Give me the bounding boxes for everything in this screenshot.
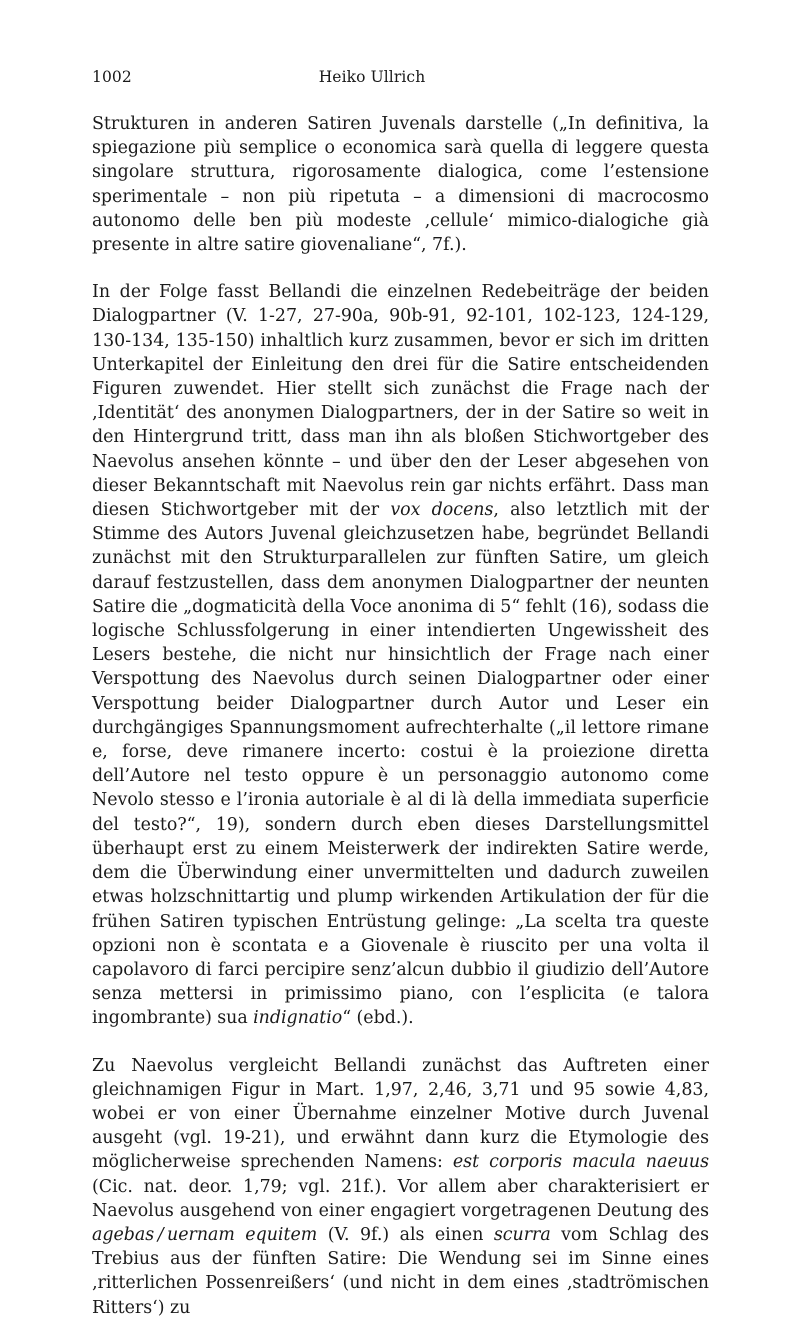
text-run: (V. 9f.) als einen [317, 1224, 494, 1245]
paragraph-1: Strukturen in anderen Satiren Juvenals darstelle („In definitiva, la spiegazione più semplice o economica sarà quella di leggere questa singolare struttura, rigorosamente dialogica, come l’estensione sperimentale – non più ripetuta – a dimensioni di macrocosmo autonomo delle ben più modeste ‚cellule‘ mimico-dialogiche già presente in altre satire giovenaliane“, 7f.). [92, 114, 709, 256]
text-run: “ (ebd.). [342, 1008, 414, 1029]
italic-phrase: est corporis macula naeuus [452, 1152, 709, 1173]
text-run: vom Schlag des Trebius aus der fünften Satire: Die Wendung sei im Sinne eines ‚ritterlichen Possenreißers‘ (und nicht in dem eines ‚stadtrömischen Ritters‘) zu [92, 1224, 710, 1318]
paragraph-2 [92, 280, 709, 1030]
text-run: , also letztlich mit der Stimme des Autors Juvenal gleichzusetzen habe, begründet Bellandi zunächst mit den Strukturparallelen zur fünften Satire, um gleich darauf festzustellen, dass dem anonymen Dialogpartner der neunten Satire die „dogmaticità della Voce anonima di 5“ fehlt (16), sodass die logische Schlussfolgerung in einer intendierten Ungewissheit des Lesers bestehe, die nicht nur hinsichtlich der Frage nach einer Verspottung des Naevolus durch seinen Dialogpartner oder einer Verspottung beider Dialogpartner durch Autor und Leser ein durchgängiges Spannungsmoment aufrechterhalte („il lettore rimane e, forse, deve rimanere incerto: costui è la proiezione diretta dell’Autore nel testo oppure è un personaggio autonomo come Nevolo stesso e l’ironia autoriale è al di là della immediata superficie del testo?“, 19), sondern durch eben dieses Darstellungsmittel überhaupt erst zu einem Meisterwerk der indirekten Satire werde, dem die Überwindung einer unvermittelten und dadurch zuweilen etwas holzschnittartig und plump wirkenden Artikulation der für die frühen Satiren typischen Entrüstung gelinge: „La scelta tra queste opzioni non è scontata e a Giovenale è riuscito per una volta il capolavoro di farci percipire senz’alcun dubbio il giudizio dell’Autore senza mettersi in primissimo piano, con l’esplicita (e talora ingombrante) sua [92, 500, 709, 1029]
italic-phrase: agebas / uernam equitem [92, 1224, 318, 1245]
paragraph-3 [92, 1054, 709, 1320]
page-header [92, 66, 708, 88]
italic-phrase: scurra [493, 1224, 551, 1245]
italic-phrase: indignatio [253, 1008, 343, 1029]
text-run: Zu Naevolus vergleicht Bellandi zunächst das Auftreten einer gleichnamigen Figur in Mart. 1,97, 2,46, 3,71 und 95 sowie 4,83, wobei er von einer Übernahme einzelner Motive durch Juvenal ausgeht (vgl. 19-21), und erwähnt dann kurz die Etymologie des möglicherweise sprechenden Namens: [92, 1055, 709, 1173]
text-run: In der Folge fasst Bellandi die einzelnen Redebeiträge der beiden Dialogpartner (V. 1-27, 27-90a, 90b-91, 92-101, 102-123, 124-129, 130-134, 135-150) inhaltlich kurz zusammen, bevor er sich im dritten Unterkapitel der Einleitung den drei für die Satire entscheidenden Figuren zuwendet. Hier stellt sich zunächst die Frage nach der ‚Identität‘ des anonymen Dialogpartners, der in der Satire so weit in den Hintergrund tritt, dass man ihn als bloßen Stichwortgeber des Naevolus ansehen könnte – und über den der Leser abgesehen von dieser Bekanntschaft mit Naevolus rein gar nichts erfährt. Dass man diesen Stichwortgeber mit der [92, 282, 709, 521]
text-block [92, 112, 709, 1320]
text-run: (Cic. nat. deor. 1,79; vgl. 21f.). Vor allem aber charakterisiert er Naevolus ausgehend von einer engagiert vorgetragenen Deutung des [92, 1176, 709, 1221]
italic-phrase: vox docens [390, 500, 494, 521]
running-head-title: Heiko Ullrich [318, 68, 426, 86]
folio-number: 1002 [92, 68, 132, 86]
